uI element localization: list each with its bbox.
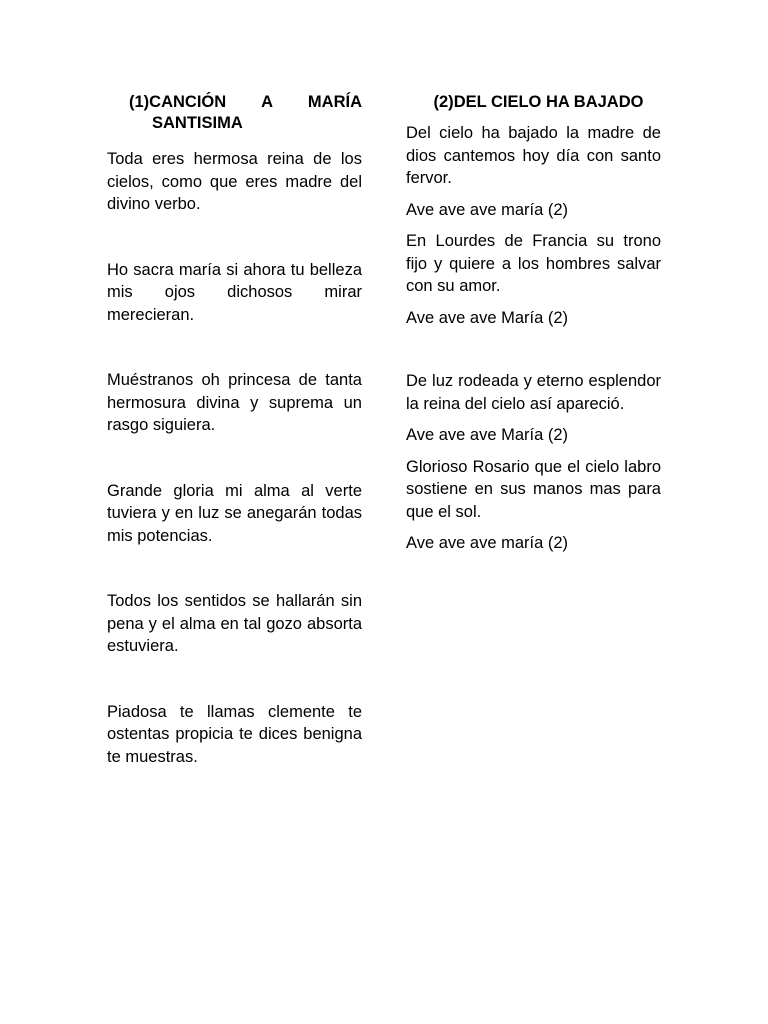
song-1-number: (1) bbox=[129, 93, 150, 111]
song-2-refrain-4: Ave ave ave maría (2) bbox=[406, 534, 569, 552]
song-2-refrain-3: Ave ave ave María (2) bbox=[406, 426, 569, 444]
song-1-verse-2: Ho sacra maría si ahora tu belleza mis ojos dichosos mirar merecieran. bbox=[107, 260, 362, 324]
song-2-verse-3: De luz rodeada y eterno esplendor la reina del cielo así apareció. bbox=[406, 372, 661, 413]
song-1-verse-4: Grande gloria mi alma al verte tuviera y en luz se anegarán todas mis potencias. bbox=[107, 481, 362, 545]
song-1-column bbox=[107, 92, 362, 768]
song-2-verse-2: En Lourdes de Francia su trono fijo y quiere a los hombres salvar con su amor. bbox=[406, 232, 661, 295]
song-1-heading bbox=[107, 92, 362, 113]
song-1-title bbox=[149, 92, 362, 113]
song-1-verse-5: Todos los sentidos se hallarán sin pena y el alma en tal gozo absorta estuviera. bbox=[107, 592, 362, 655]
song-1-title-line2: SANTISIMA bbox=[152, 114, 243, 132]
song-2-title: DEL CIELO HA BAJADO bbox=[453, 93, 644, 111]
song-2-column bbox=[406, 92, 661, 555]
song-1-verse-1: Toda eres hermosa reina de los cielos, como que eres madre del divino verbo. bbox=[107, 150, 362, 213]
song-2-refrain-2: Ave ave ave María (2) bbox=[406, 308, 569, 327]
song-2-number: (2) bbox=[433, 93, 454, 111]
song-1-verse-6: Piadosa te llamas clemente te ostentas propicia te dices benigna te muestras. bbox=[107, 702, 362, 766]
song-1-title-line1: CANCIÓN A MARÍA bbox=[149, 93, 362, 111]
song-2-verse-1: Del cielo ha bajado la madre de dios cantemos hoy día con santo fervor. bbox=[406, 124, 661, 187]
song-2-refrain-1: Ave ave ave maría (2) bbox=[406, 200, 569, 219]
song-1-verse-3: Muéstranos oh princesa de tanta hermosura divina y suprema un rasgo siguiera. bbox=[107, 371, 362, 434]
song-2-heading bbox=[406, 92, 661, 113]
song-2-verse-4: Glorioso Rosario que el cielo labro sostiene en sus manos mas para que el sol. bbox=[406, 457, 661, 521]
